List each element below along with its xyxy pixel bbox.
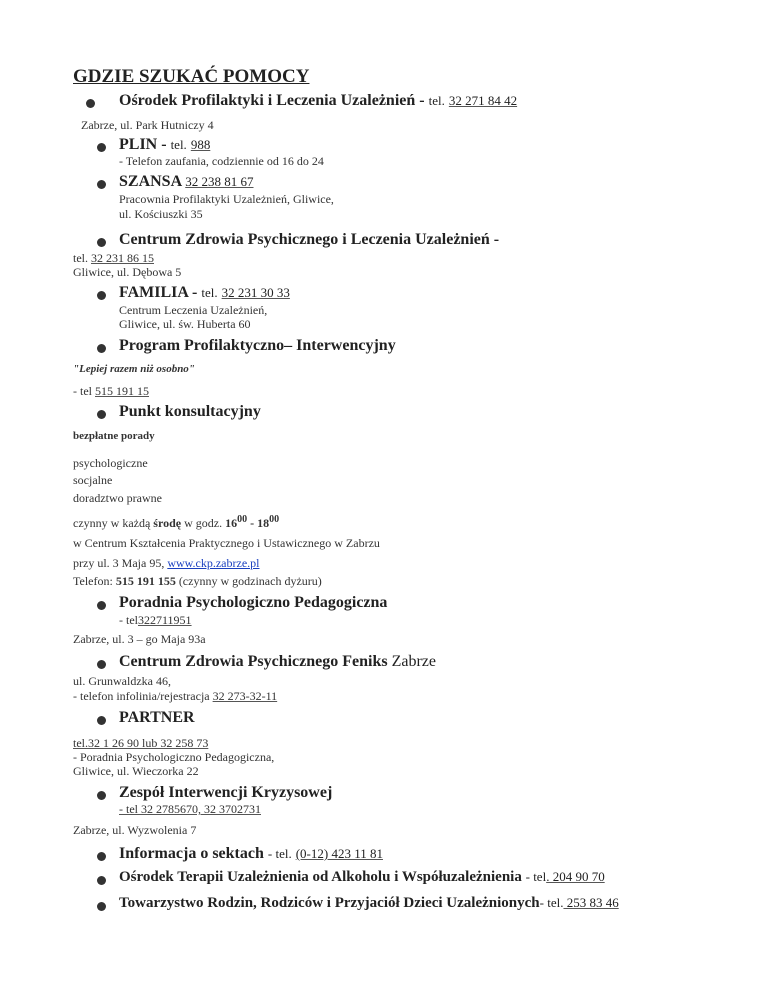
entry-address: Zabrze, ul. Park Hutniczy 4 xyxy=(81,118,214,132)
entry-name: FAMILIA - xyxy=(119,284,198,301)
entry-tel-line xyxy=(119,612,192,628)
entry-line: - Telefon zaufania, codziennie od 16 do 24 xyxy=(119,154,324,168)
phone-link[interactable]: 32 238 81 67 xyxy=(185,174,254,189)
phone-link[interactable]: 32 271 84 42 xyxy=(448,93,518,108)
tel-prefix: - tel xyxy=(73,384,92,398)
phone-link[interactable]: . 204 90 70 xyxy=(546,869,605,884)
minutes: 00 xyxy=(237,514,248,525)
phone-link[interactable]: (0-12) 423 11 81 xyxy=(295,846,383,861)
entry-address: Zabrze, ul. 3 – go Maja 93a xyxy=(73,632,206,646)
entry-line: Centrum Leczenia Uzależnień, xyxy=(119,303,268,317)
service-item: psychologiczne xyxy=(73,456,148,470)
entry-heading xyxy=(119,869,605,886)
entry-heading: Centrum Zdrowia Psychicznego i Leczenia Uzależnień - xyxy=(119,231,500,248)
phone-link[interactable]: 253 83 46 xyxy=(563,895,619,910)
service-item: socjalne xyxy=(73,473,113,487)
bullet-icon xyxy=(97,876,106,885)
page-title: GDZIE SZUKAĆ POMOCY xyxy=(73,66,310,87)
entry-address xyxy=(73,555,260,571)
website-link[interactable]: www.ckp.zabrze.pl xyxy=(167,556,260,570)
hours-day: środę xyxy=(153,516,182,530)
hours-text: czynny w każdą xyxy=(73,516,151,530)
entry-name: Ośrodek Terapii Uzależnienia od Alkoholu i Współuzależnienia xyxy=(119,869,522,885)
entry-heading: Zespół Interwencji Kryzysowej xyxy=(119,784,333,801)
entry-address: ul. Grunwaldzka 46, xyxy=(73,674,171,688)
entry-heading: Poradnia Psychologiczno Pedagogiczna xyxy=(119,594,388,611)
entry-line: - Poradnia Psychologiczno Pedagogiczna, xyxy=(73,750,275,764)
entry-heading xyxy=(119,173,254,191)
minutes: 00 xyxy=(269,514,280,525)
hours-text: w godz. xyxy=(184,516,223,530)
entry-line: w Centrum Kształcenia Praktycznego i Ustawicznego w Zabrzu xyxy=(73,536,380,550)
phone-link[interactable]: 32 273-32-11 xyxy=(212,689,278,703)
hour: 18 xyxy=(257,516,270,530)
entry-heading xyxy=(119,284,290,302)
hours-start xyxy=(225,516,247,530)
bullet-icon xyxy=(97,238,106,247)
entry-tel-line xyxy=(73,688,277,704)
address-text: przy ul. 3 Maja 95, xyxy=(73,556,165,570)
bullet-icon xyxy=(97,660,106,669)
entry-heading xyxy=(119,653,436,671)
bullet-icon xyxy=(97,716,106,725)
phone-text: - tel 32 2785670, 32 3702731 xyxy=(119,802,261,816)
entry-line: Gliwice, ul. św. Huberta 60 xyxy=(119,317,251,331)
entry-address: Gliwice, ul. Wieczorka 22 xyxy=(73,764,199,778)
entry-heading xyxy=(119,895,619,912)
bullet-icon xyxy=(97,291,106,300)
tel-prefix: tel. xyxy=(73,251,88,265)
tel-prefix: tel. xyxy=(428,93,445,108)
tel-prefix: - telefon infolinia/rejestracja xyxy=(73,689,213,703)
entry-name: Centrum Zdrowia Psychicznego Feniks xyxy=(119,653,388,670)
tel-prefix: - tel. xyxy=(267,846,292,861)
entry-name: Informacja o sektach xyxy=(119,845,264,862)
bullet-icon xyxy=(86,99,95,108)
entry-heading: Program Profilaktyczno– Interwencyjny xyxy=(119,337,396,354)
phone-text: tel.32 1 26 90 lub 32 258 73 xyxy=(73,736,209,750)
bullet-icon xyxy=(97,902,106,911)
phone-link[interactable]: 988 xyxy=(190,137,211,152)
phone-link[interactable]: 322711951 xyxy=(138,613,192,627)
hour: 16 xyxy=(225,516,238,530)
tel-prefix: tel. xyxy=(170,137,187,152)
phone-link[interactable]: 32 231 30 33 xyxy=(221,285,290,300)
phone-line xyxy=(73,573,322,589)
entry-heading xyxy=(119,845,383,863)
entry-subheading: bezpłatne porady xyxy=(73,430,155,442)
entry-address: Zabrze, ul. Wyzwolenia 7 xyxy=(73,823,197,837)
entry-name: Towarzystwo Rodzin, Rodziców i Przyjaciół Dzieci Uzależnionych xyxy=(119,895,540,911)
entry-tel-line xyxy=(73,383,149,399)
entry-name: Ośrodek Profilaktyki i Leczenia Uzależnień - xyxy=(119,92,425,109)
program-motto: "Lepiej razem niż osobno" xyxy=(73,363,195,375)
bullet-icon xyxy=(97,410,106,419)
entry-name: SZANSA xyxy=(119,173,182,190)
entry-heading xyxy=(119,136,210,154)
entry-city: Zabrze xyxy=(391,653,436,670)
phone-number: 515 191 155 xyxy=(115,574,176,588)
bullet-icon xyxy=(97,344,106,353)
bullet-icon xyxy=(97,180,106,189)
bullet-icon xyxy=(97,791,106,800)
phone-link[interactable] xyxy=(119,801,261,817)
tel-prefix: - tel xyxy=(525,869,547,884)
phone-label: Telefon: xyxy=(73,574,113,588)
service-item: doradztwo prawne xyxy=(73,491,162,505)
tel-prefix: - tel. xyxy=(539,895,564,910)
phone-link[interactable]: 32 231 86 15 xyxy=(91,251,154,265)
entry-address: Gliwice, ul. Dębowa 5 xyxy=(73,265,182,279)
hours-dash: - xyxy=(250,516,255,530)
entry-line: Pracownia Profilaktyki Uzależnień, Gliwice, xyxy=(119,192,334,206)
entry-name: PLIN - xyxy=(119,136,167,153)
phone-note: (czynny w godzinach dyżuru) xyxy=(178,574,322,588)
entry-heading xyxy=(119,92,517,110)
tel-prefix: - tel xyxy=(119,613,138,627)
phone-link[interactable]: 515 191 15 xyxy=(95,384,149,398)
hours-end xyxy=(257,516,279,530)
opening-hours xyxy=(73,512,279,531)
bullet-icon xyxy=(97,601,106,610)
tel-prefix: tel. xyxy=(201,285,218,300)
bullet-icon xyxy=(97,143,106,152)
entry-heading: PARTNER xyxy=(119,709,195,726)
entry-line: ul. Kościuszki 35 xyxy=(119,207,203,221)
entry-heading: Punkt konsultacyjny xyxy=(119,403,261,420)
bullet-icon xyxy=(97,852,106,861)
